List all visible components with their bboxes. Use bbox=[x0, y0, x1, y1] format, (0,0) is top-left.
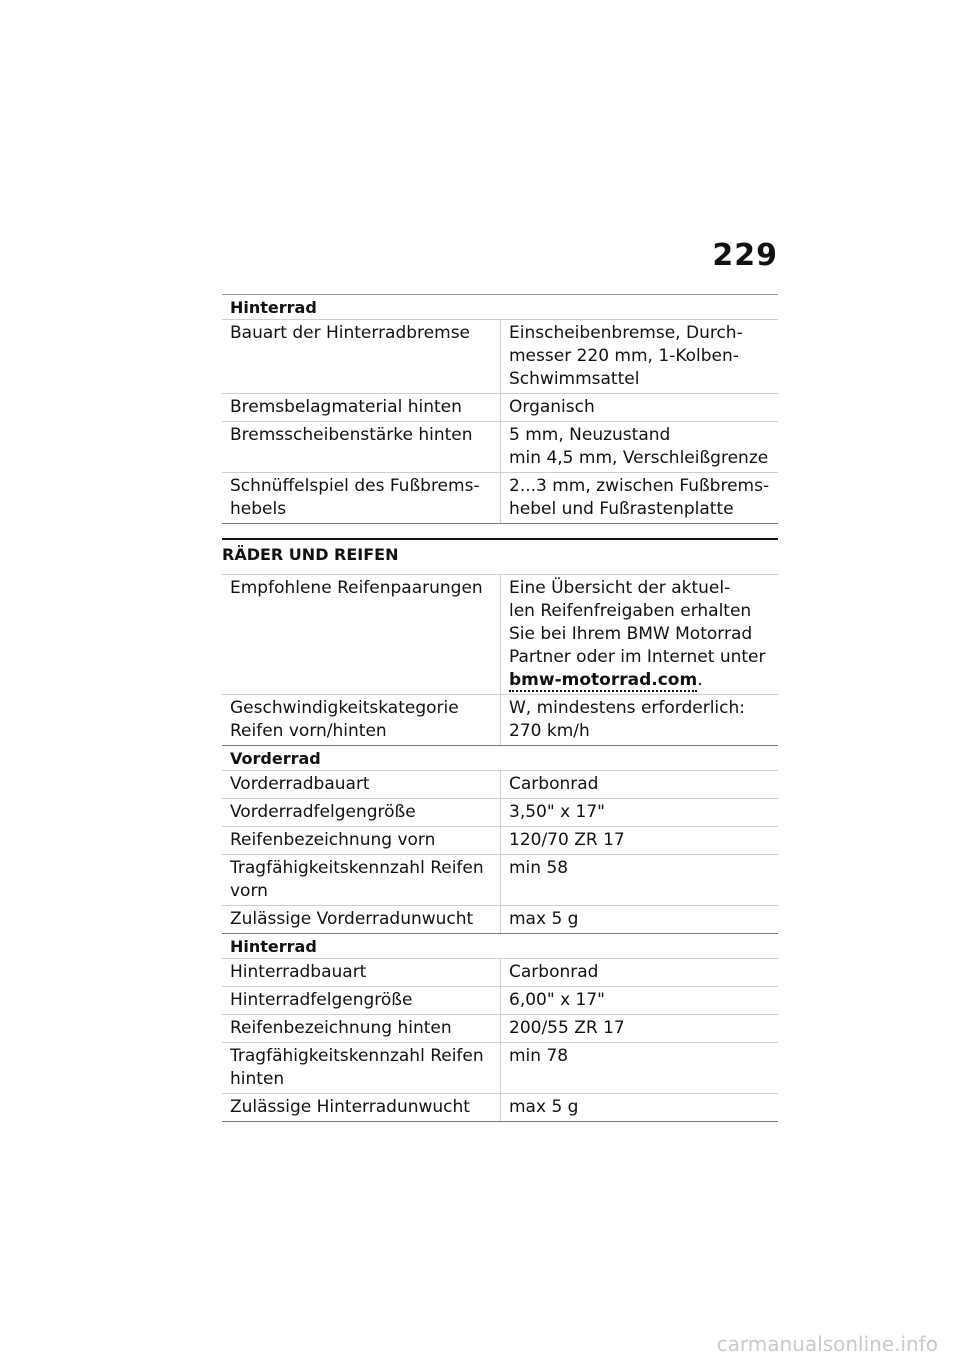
row-value: 6,00" x 17" bbox=[500, 987, 778, 1014]
link-period: . bbox=[697, 670, 703, 690]
table-row bbox=[222, 1014, 778, 1042]
row-label: Geschwindigkeitskategorie Reifen vorn/hinten bbox=[230, 698, 459, 741]
table-row bbox=[222, 1093, 778, 1122]
table-row bbox=[222, 826, 778, 854]
table-row bbox=[222, 421, 778, 472]
row-label: Empfohlene Reifenpaarungen bbox=[230, 578, 483, 598]
row-value: 5 mm, Neuzustand min 4,5 mm, Verschleißgrenze bbox=[500, 422, 778, 472]
row-value: 2...3 mm, zwischen Fußbrems- hebel und Fußrastenplatte bbox=[500, 473, 778, 523]
row-value bbox=[500, 575, 778, 694]
table-row bbox=[222, 770, 778, 798]
table-row bbox=[222, 319, 778, 393]
spec-content bbox=[222, 294, 778, 1122]
row-value: Carbonrad bbox=[500, 959, 778, 986]
table-row bbox=[222, 798, 778, 826]
row-value: 120/70 ZR 17 bbox=[500, 827, 778, 854]
table-row bbox=[222, 958, 778, 986]
row-label: Zulässige Vorderradunwucht bbox=[230, 909, 474, 929]
row-label: Vorderradfelgengröße bbox=[230, 802, 416, 822]
row-value: W, mindestens erforderlich: 270 km/h bbox=[500, 695, 778, 745]
row-value: 200/55 ZR 17 bbox=[500, 1015, 778, 1042]
watermark: carmanualsonline.info bbox=[716, 1332, 938, 1356]
row-label: Tragfähigkeitskennzahl Reifen hinten bbox=[230, 1046, 484, 1089]
row-label: Tragfähigkeitskennzahl Reifen vorn bbox=[230, 858, 484, 901]
rear-wheel-table bbox=[222, 958, 778, 1122]
bmw-motorrad-link[interactable]: bmw-motorrad.com bbox=[509, 670, 698, 690]
row-label: Reifenbezeichnung hinten bbox=[230, 1018, 452, 1038]
table-row bbox=[222, 1042, 778, 1093]
row-label: Bremsscheibenstärke hinten bbox=[230, 425, 473, 445]
section-heading-front-wheel: Vorderrad bbox=[222, 745, 778, 770]
row-label: Schnüffelspiel des Fußbrems- hebels bbox=[230, 476, 480, 519]
table-row bbox=[222, 472, 778, 524]
front-wheel-table bbox=[222, 770, 778, 933]
section-heading-rear-brake: Hinterrad bbox=[222, 294, 778, 319]
wheels-general-table bbox=[222, 574, 778, 745]
row-value: min 78 bbox=[500, 1043, 778, 1093]
rear-brake-table bbox=[222, 319, 778, 524]
table-row bbox=[222, 393, 778, 421]
row-label: Bauart der Hinterradbremse bbox=[230, 323, 471, 343]
table-row bbox=[222, 694, 778, 745]
table-row bbox=[222, 574, 778, 694]
page-number: 229 bbox=[712, 238, 778, 273]
row-label: Reifenbezeichnung vorn bbox=[230, 830, 436, 850]
row-label: Hinterradfelgengröße bbox=[230, 990, 413, 1010]
row-value-text: Eine Übersicht der aktuel- len Reifenfreigaben erhalten Sie bei Ihrem BMW Motorrad Partner oder im Internet unter bbox=[509, 578, 766, 667]
row-value: max 5 g bbox=[500, 1094, 778, 1121]
row-label: Bremsbelagmaterial hinten bbox=[230, 397, 462, 417]
table-row bbox=[222, 854, 778, 905]
table-row bbox=[222, 986, 778, 1014]
row-label: Vorderradbauart bbox=[230, 774, 370, 794]
table-row bbox=[222, 905, 778, 933]
row-value: max 5 g bbox=[500, 906, 778, 933]
row-label: Zulässige Hinterradunwucht bbox=[230, 1097, 470, 1117]
row-value: min 58 bbox=[500, 855, 778, 905]
chapter-title: RÄDER UND REIFEN bbox=[222, 538, 778, 574]
row-value: 3,50" x 17" bbox=[500, 799, 778, 826]
section-heading-rear-wheel: Hinterrad bbox=[222, 933, 778, 958]
row-value: Carbonrad bbox=[500, 771, 778, 798]
row-value: Organisch bbox=[500, 394, 778, 421]
row-value: Einscheibenbremse, Durch- messer 220 mm, 1-Kolben- Schwimmsattel bbox=[500, 320, 778, 393]
row-label: Hinterradbauart bbox=[230, 962, 367, 982]
